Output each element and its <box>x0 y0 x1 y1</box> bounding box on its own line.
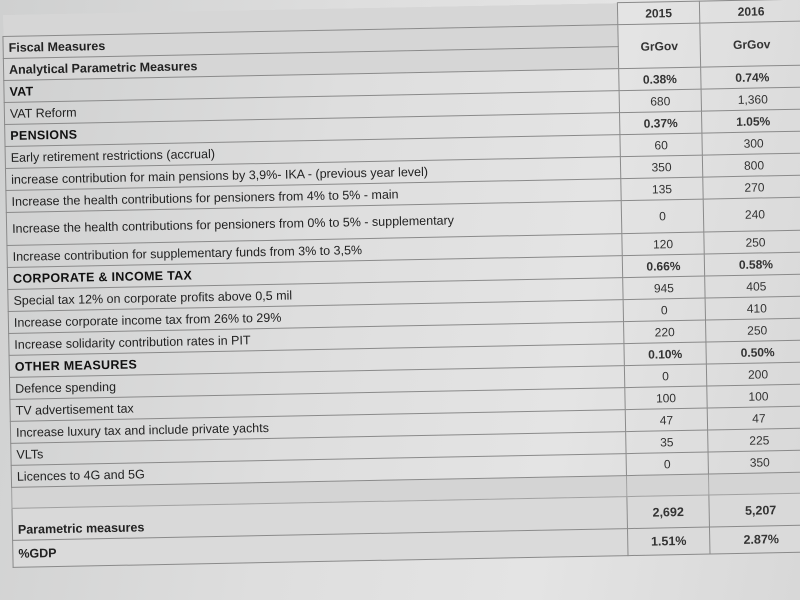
total-2016: 5,207 <box>709 493 800 527</box>
value-2015: 0.37% <box>620 111 702 135</box>
year-2015: 2015 <box>617 1 699 25</box>
measure-label: Increase the health contributions for pensioners from 0% to 5% - supplementary <box>6 201 622 246</box>
value-2016: 200 <box>706 362 800 386</box>
value-2016: 0.50% <box>706 340 800 364</box>
value-2016: 225 <box>708 428 800 452</box>
source-2015: GrGov <box>618 23 701 69</box>
total-2015: 2,692 <box>627 495 710 529</box>
value-2016: 410 <box>705 296 800 320</box>
value-2015: 680 <box>619 89 701 113</box>
measure-label: Increase solidarity contribution rates in PIT <box>9 322 624 356</box>
value-2016: 250 <box>706 318 800 342</box>
value-2015: 0 <box>623 298 705 322</box>
gdp-label: %GDP <box>13 529 628 568</box>
source-2016: GrGov <box>700 21 800 67</box>
gdp-2015: 1.51% <box>627 527 710 556</box>
section-label: OTHER MEASURES <box>9 344 624 378</box>
value-2015: 220 <box>624 320 706 344</box>
value-2015: 0.38% <box>619 67 701 91</box>
section-label: VAT <box>4 69 619 103</box>
value-2016: 0.58% <box>704 252 800 276</box>
measure-label: Increase corporate income tax from 26% to 29% <box>8 300 623 334</box>
value-2016: 300 <box>702 131 800 155</box>
value-2016: 1,360 <box>701 87 800 111</box>
value-2016: 100 <box>707 384 800 408</box>
measure-label: increase contribution for main pensions by 3,9%- IKA - (previous year level) <box>5 157 620 191</box>
table-subtitle: Analytical Parametric Measures <box>3 47 618 81</box>
value-2016: 1.05% <box>701 109 800 133</box>
value-2015: 350 <box>620 155 702 179</box>
measure-label: Early retirement restrictions (accrual) <box>5 135 620 169</box>
year-2016: 2016 <box>699 0 800 23</box>
gdp-2016: 2.87% <box>709 525 800 554</box>
document-sheet <box>2 0 800 568</box>
section-label: PENSIONS <box>5 113 620 147</box>
value-2015: 100 <box>625 386 707 410</box>
value-2016: 47 <box>707 406 800 430</box>
spacer-cell <box>708 472 800 495</box>
value-2015: 0 <box>621 199 704 234</box>
value-2015: 0.66% <box>622 254 704 278</box>
value-2015: 35 <box>626 430 708 454</box>
measure-label: TV advertisement tax <box>10 388 625 422</box>
measure-label: Special tax 12% on corporate profits above 0,5 mil <box>8 278 623 312</box>
value-2015: 0 <box>624 364 706 388</box>
value-2016: 270 <box>703 175 800 199</box>
value-2015: 945 <box>623 276 705 300</box>
fiscal-measures-table <box>2 0 800 568</box>
table-title: Fiscal Measures <box>3 25 618 59</box>
section-label: CORPORATE & INCOME TAX <box>7 256 622 290</box>
measure-label: Defence spending <box>9 366 624 400</box>
measure-label: Increase the health contributions for pensioners from 4% to 5% - main <box>6 179 621 213</box>
value-2016: 240 <box>703 197 800 232</box>
measure-label: Increase luxury tax and include private yachts <box>10 410 625 444</box>
value-2015: 135 <box>621 177 703 201</box>
spacer-cell <box>626 474 708 497</box>
value-2016: 405 <box>705 274 800 298</box>
value-2015: 120 <box>622 232 704 256</box>
value-2016: 350 <box>708 450 800 474</box>
value-2015: 47 <box>625 408 707 432</box>
value-2015: 0 <box>626 452 708 476</box>
measure-label: VAT Reform <box>4 91 619 125</box>
measure-label: Increase contribution for supplementary funds from 3% to 3,5% <box>7 234 622 268</box>
measure-label: VLTs <box>11 432 626 466</box>
total-label: Parametric measures <box>12 497 628 541</box>
value-2016: 800 <box>702 153 800 177</box>
value-2016: 0.74% <box>701 65 800 89</box>
measure-label: Licences to 4G and 5G <box>11 454 626 488</box>
value-2015: 60 <box>620 133 702 157</box>
value-2016: 250 <box>704 230 800 254</box>
value-2015: 0.10% <box>624 342 706 366</box>
